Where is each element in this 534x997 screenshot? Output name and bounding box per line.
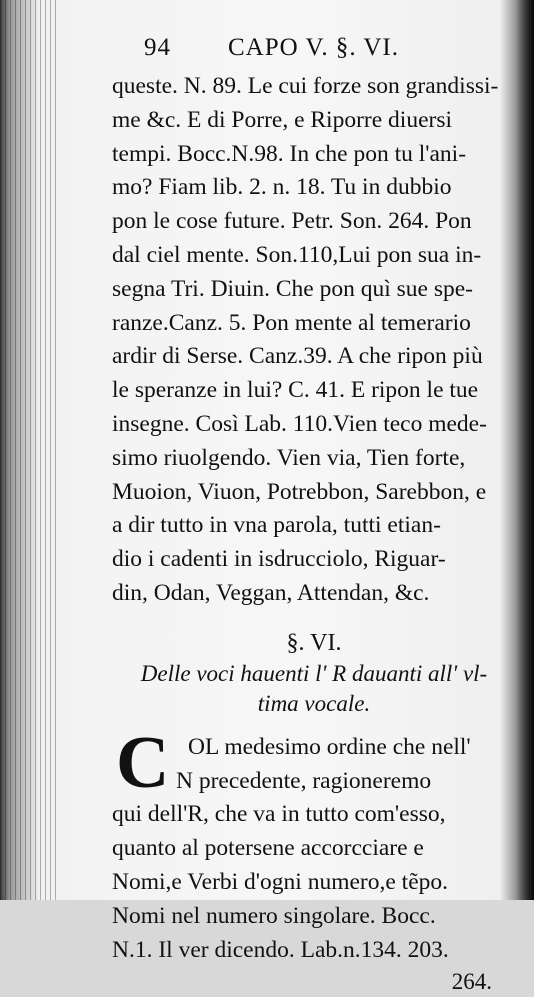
body-line: Muoion, Viuon, Potrebbon, Sarebbon, e — [112, 478, 487, 505]
paragraph-line: qui dell'R, che va in tutto com'esso, — [112, 801, 446, 828]
paragraph-line: quanto al potersene accorcciare e — [112, 835, 424, 862]
body-line: simo riuolgendo. Vien via, Tien forte, — [112, 444, 466, 471]
paragraph-line: Nomi,e Verbi d'ogni numero,e tẽpo. — [112, 868, 448, 895]
body-line: le speranze in lui? C. 41. E ripon le tue — [112, 377, 479, 404]
paragraph-line: OL medesimo ordine che nell' — [188, 733, 471, 760]
page-number: 94 — [144, 34, 171, 61]
body-line: ranze.Canz. 5. Pon mente al temerario — [112, 309, 471, 336]
page-header — [112, 34, 516, 70]
drop-cap: C — [116, 721, 170, 804]
body-line: me &c. E di Porre, e Riporre diuersi — [112, 106, 453, 133]
paragraph-line: N precedente, ragioneremo — [176, 767, 432, 794]
page-edge-right — [516, 0, 534, 900]
body-line: dio i cadenti in isdrucciolo, Riguar- — [112, 546, 446, 573]
page-edges-left — [0, 0, 58, 900]
body-line: segna Tri. Diuin. Che pon quì sue spe- — [112, 275, 473, 302]
running-head: CAPO V. §. VI. — [228, 34, 399, 61]
body-line: mo? Fiam lib. 2. n. 18. Tu in dubbio — [112, 174, 452, 201]
paragraph-line: N.1. Il ver dicendo. Lab.n.134. 203. — [112, 936, 449, 963]
body-line: dal ciel mente. Son.110,Lui pon sua in- — [112, 241, 482, 268]
section-paragraph — [112, 721, 516, 997]
body-text — [112, 70, 516, 611]
paragraph-line: Nomi nel numero singolare. Bocc. — [112, 902, 436, 929]
body-line: tempi. Bocc.N.98. In che pon tu l'ani- — [112, 140, 467, 167]
section-heading: §. VI. — [286, 629, 342, 656]
section-subtitle: Delle voci hauenti l' R dauanti all' vl- — [140, 660, 488, 686]
body-line: ardir di Serse. Canz.39. A che ripon più — [112, 343, 483, 370]
body-line: pon le cose future. Petr. Son. 264. Pon — [112, 208, 472, 235]
section-subtitle: tima vocale. — [257, 690, 371, 716]
continuation-number: 264. — [451, 969, 492, 995]
body-line: a dir tutto in vna parola, tutti etian- — [112, 512, 441, 539]
body-line: din, Odan, Veggan, Attendan, &c. — [112, 579, 430, 606]
body-line: queste. N. 89. Le cui forze son grandissi- — [112, 73, 499, 99]
body-line: insegne. Così Lab. 110.Vien teco mede- — [112, 410, 487, 437]
page-text — [112, 34, 516, 997]
